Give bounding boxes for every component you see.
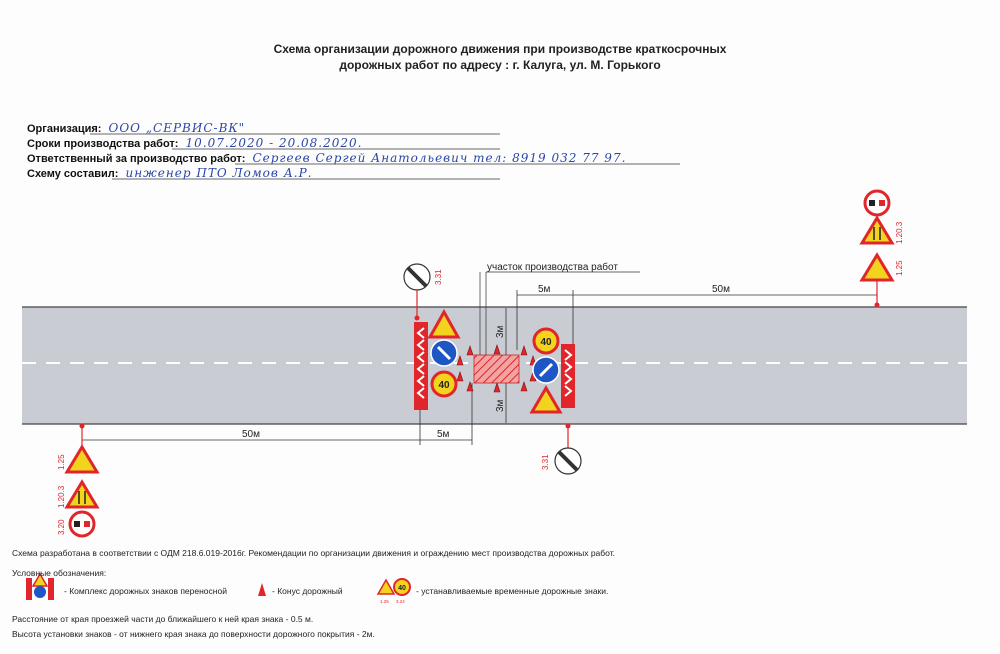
info-underlines [90, 134, 680, 179]
legend-icon-cone [258, 583, 266, 596]
label-1203-bottom: 1.20.3 [57, 485, 66, 508]
svg-text:40: 40 [398, 585, 406, 592]
road-narrows-icon [862, 218, 892, 243]
resp-value: Сергеев Сергей Анатольевич тел: 8919 032 77 97. [252, 151, 627, 165]
sign-stack-top-right [862, 191, 892, 308]
label-125-bottom: 1.25 [57, 454, 66, 470]
note-height: Высота установки знаков - от нижнего края знака до поверхности дорожного покрытия - 2м. [12, 629, 375, 639]
dim-3m-lower: 3м [495, 399, 506, 412]
svg-text:3.24: 3.24 [396, 599, 405, 604]
road-narrows-icon [67, 482, 97, 507]
label-331-top: 3.31 [434, 269, 443, 285]
dim-3m-upper: 3м [495, 325, 506, 338]
svg-text:40: 40 [438, 380, 450, 391]
dates-label: Сроки производства работ: [27, 138, 179, 150]
author-label: Схему составил: [27, 168, 119, 180]
road-works-icon [67, 447, 97, 472]
author-value: инженер ПТО Ломов А.Р. [125, 166, 313, 180]
road-works-icon [862, 255, 892, 280]
svg-text:40: 40 [540, 337, 552, 348]
legend-heading: Условные обозначения: [12, 568, 107, 578]
dates-value: 10.07.2020 - 20.08.2020. [185, 136, 363, 150]
org-value: ООО „СЕРВИС-ВК" [108, 121, 246, 135]
dim-5m-top: 5м [538, 284, 551, 295]
standard-note: Схема разработана в соответствии с ОДМ 218.6.019-2016г. Рекомендации по организации движения и ограждению мест производства дорожных работ. [12, 548, 616, 558]
dim-50m-top: 50м [712, 284, 730, 295]
svg-text:1.25: 1.25 [380, 599, 389, 604]
note-distance: Расстояние от края проезжей части до ближайшего к ней края знака - 0.5 м. [12, 614, 314, 624]
legend-item-temp-signs: - устанавливаемые временные дорожные знаки. [416, 586, 609, 596]
page-subtitle: дорожных работ по адресу : г. Калуга, ул. М. Горького [339, 58, 661, 72]
overtaking-prohibited-icon [70, 512, 94, 536]
label-125-top: 1.25 [895, 260, 904, 276]
legend-icon-temp-signs [378, 579, 410, 604]
work-zone [474, 355, 519, 383]
work-zone-label: участок производства работ [487, 262, 618, 273]
label-1203-top: 1.20.3 [895, 221, 904, 244]
org-label: Организация: [27, 123, 102, 135]
dim-5m-bottom: 5м [437, 429, 450, 440]
label-331-bottom: 3.31 [541, 454, 550, 470]
legend-item-cone: - Конус дорожный [272, 586, 343, 596]
resp-label: Ответственный за производство работ: [27, 153, 246, 165]
page-title: Схема организации дорожного движения при производстве краткосрочных [273, 42, 727, 56]
sign-331-bottom [555, 424, 581, 475]
overtaking-prohibited-icon [865, 191, 889, 215]
legend-item-complex: - Комплекс дорожных знаков переносной [64, 586, 227, 596]
dim-50m-bottom: 50м [242, 429, 260, 440]
label-320-bottom: 3.20 [57, 519, 66, 535]
